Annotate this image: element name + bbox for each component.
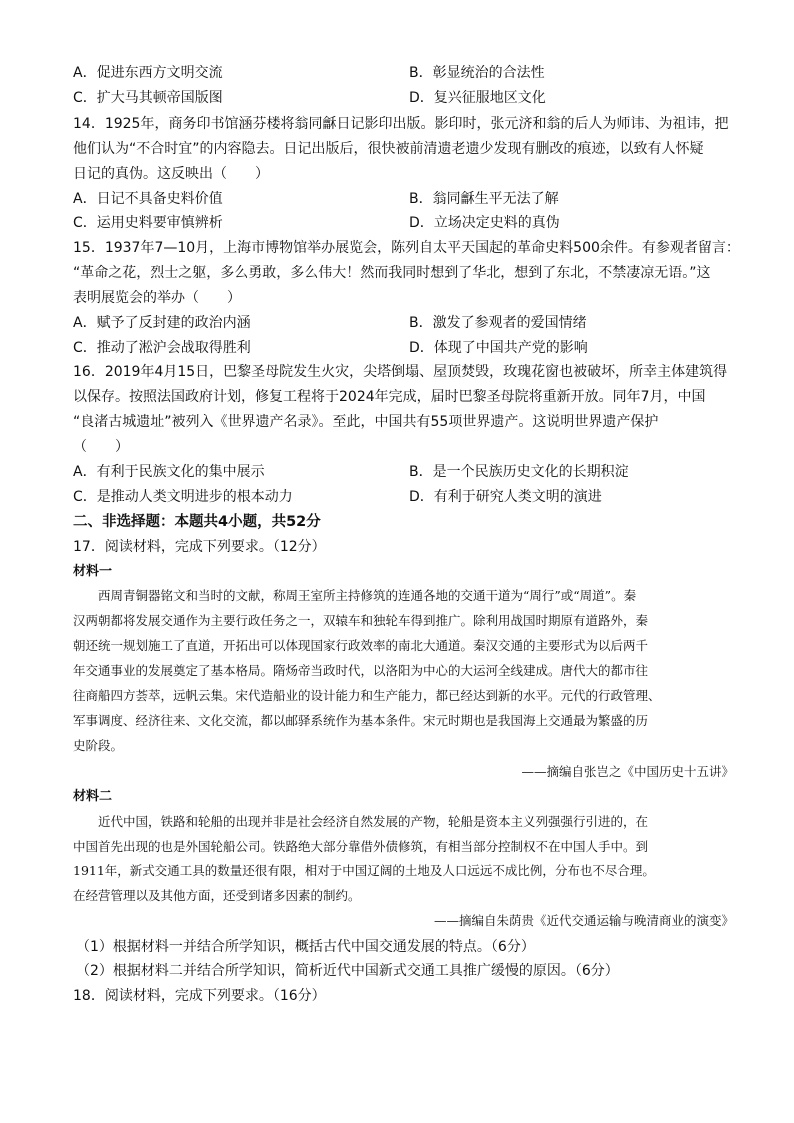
q17-title: 17．阅读材料，完成下列要求。（12分） <box>73 539 326 555</box>
section-heading: 二、非选择题：本题共4小题，共52分 <box>73 514 321 530</box>
material2-label: 材料二 <box>73 789 113 804</box>
q15-stem-line: 表明展览会的举办（ ） <box>73 290 241 306</box>
material1-line: 西周青铜器铭文和当时的文献，称周王室所主持修筑的连通各地的交通干道为“周行”或“周道”。秦 <box>73 588 637 603</box>
material2-line: 近代中国，铁路和轮船的出现并非是社会经济自然发展的产物，轮船是资本主义列强强行引进的，在 <box>73 814 649 829</box>
q16-option-d: D．有利于研究人类文明的演进 <box>409 489 602 505</box>
material1-line: 军事调度、经济往来、文化交流，都以邮驿系统作为基本条件。宋元时期也是我国海上交通最为繁盛的历 <box>73 713 649 728</box>
q16-option-c: C．是推动人类文明进步的根本动力 <box>73 489 293 505</box>
q15-option-c: C．推动了淞沪会战取得胜利 <box>73 340 251 356</box>
q15-option-b: B．激发了参观者的爱国情绪 <box>409 315 587 331</box>
material2-source: ——摘编自朱荫贵《近代交通运输与晚清商业的演变》 <box>433 913 734 928</box>
q14-option-a: A．日记不具备史料价值 <box>73 191 223 207</box>
material2-line: 中国首先出现的也是外国轮船公司。铁路绝大部分靠借外债修筑，有相当部分控制权不在中国人手中。到 <box>73 839 649 854</box>
q18-title: 18．阅读材料，完成下列要求。（16分） <box>73 988 326 1004</box>
q17-subquestion-1: （1）根据材料一并结合所学知识，概括古代中国交通发展的特点。（6分） <box>76 939 535 955</box>
material1-line: 史阶段。 <box>73 738 124 753</box>
q14-option-d: D．立场决定史料的真伪 <box>409 215 560 231</box>
q16-option-a: A．有利于民族文化的集中展示 <box>73 464 265 480</box>
q16-stem-line: 16．2019年4月15日，巴黎圣母院发生火灾，尖塔倒塌、屋顶焚毁，玫瑰花窗也被破坏，所幸主体建筑得 <box>73 364 728 380</box>
q14-stem-line: 他们认为“不合时宜”的内容隐去。日记出版后，很快被前清遗老遗少发现有删改的痕迹，以致有人怀疑 <box>73 141 704 157</box>
q15-option-a: A．赋予了反封建的政治内涵 <box>73 315 251 331</box>
q15-stem-line: “革命之花，烈士之躯，多么勇敢，多么伟大！然而我同时想到了华北，想到了东北，不禁凄凉无语。”这 <box>73 265 711 281</box>
q13-option-d: D．复兴征服地区文化 <box>409 90 546 106</box>
q14-stem-line: 14．1925年，商务印书馆涵芬楼将翁同龢日记影印出版。影印时，张元济和翁的后人为师讳、为祖讳，把 <box>73 116 729 132</box>
q16-stem-line: （ ） <box>73 439 129 455</box>
material1-line: 汉两朝都将发展交通作为主要行政任务之一，双辕车和独轮车得到推广。除利用战国时期原有道路外，秦 <box>73 613 649 628</box>
material1-line: 往商船四方荟萃，远帆云集。宋代造船业的设计能力和生产能力，都已经达到新的水平。元代的行政管理、 <box>73 688 661 703</box>
q16-stem-line: 以保存。按照法国政府计划，修复工程将于2024年完成，届时巴黎圣母院将重新开放。同年7月，中国 <box>73 389 706 405</box>
q13-option-b: B．彰显统治的合法性 <box>409 65 545 81</box>
material2-line: 在经营管理以及其他方面，还受到诸多因素的制约。 <box>73 888 361 903</box>
q16-stem-line: “良渚古城遗址”被列入《世界遗产名录》。至此，中国共有55项世界遗产。这说明世界遗产保护 <box>73 414 659 430</box>
q14-option-b: B．翁同龢生平无法了解 <box>409 191 559 207</box>
material1-line: 年交通事业的发展奠定了基本格局。隋炀帝当政时代，以洛阳为中心的大运河全线建成。唐代大的都市往 <box>73 663 649 678</box>
q17-subquestion-2: （2）根据材料二并结合所学知识，简析近代中国新式交通工具推广缓慢的原因。（6分） <box>76 963 619 979</box>
q15-stem-line: 15．1937年7—10月，上海市博物馆举办展览会，陈列自太平天国起的革命史料500余件。有参观者留言： <box>73 240 740 256</box>
q13-option-c: C．扩大马其顿帝国版图 <box>73 90 223 106</box>
q13-option-a: A．促进东西方文明交流 <box>73 65 223 81</box>
material1-source: ——摘编自张岂之《中国历史十五讲》 <box>521 764 734 779</box>
material1-label: 材料一 <box>73 564 113 579</box>
q14-stem-line: 日记的真伪。这反映出（ ） <box>73 166 269 182</box>
q15-option-d: D．体现了中国共产党的影响 <box>409 340 588 356</box>
material2-line: 1911年，新式交通工具的数量还很有限，相对于中国辽阔的土地及人口远远不成比例，分布也不尽合理。 <box>73 863 655 878</box>
q16-option-b: B．是一个民族历史文化的长期积淀 <box>409 464 629 480</box>
q14-option-c: C．运用史料要审慎辨析 <box>73 215 223 231</box>
material1-line: 朝还统一规划施工了直道，开拓出可以体现国家行政效率的南北大通道。秦汉交通的主要形式为以后两千 <box>73 638 649 653</box>
